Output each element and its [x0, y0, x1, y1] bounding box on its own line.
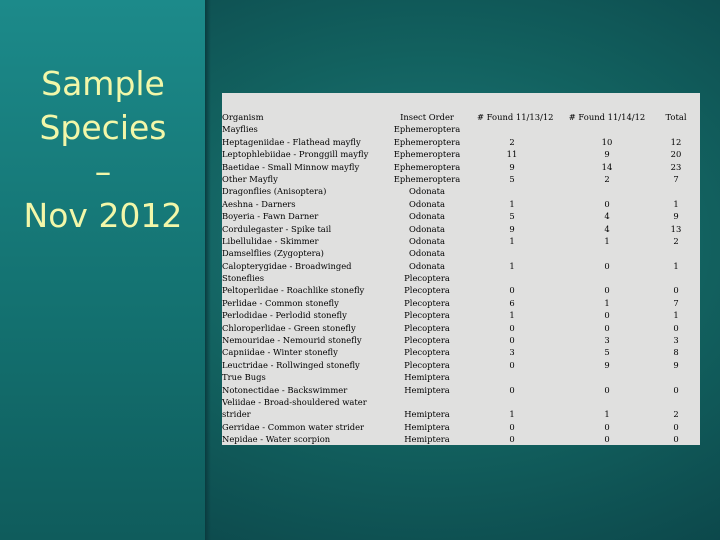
found-1114-cell: 3: [604, 335, 610, 346]
found-1113-cell: 5: [509, 211, 515, 222]
organism-cell: Heptageniidae - Flathead mayfly: [222, 136, 361, 147]
organism-cell: Notonectidae - Backswimmer: [222, 384, 348, 395]
slide-title: [18, 62, 188, 238]
total-cell: 0: [673, 434, 679, 445]
total-cell: 1: [673, 310, 679, 321]
found-1114-cell: 0: [604, 384, 610, 395]
order-cell: Ephemeroptera: [393, 136, 461, 147]
organism-cell: Cordulegaster - Spike tail: [222, 223, 332, 234]
found-1114-cell: 0: [604, 310, 610, 321]
found-1114-cell: 0: [604, 434, 610, 445]
total-cell: [652, 123, 700, 135]
organism-cell: Boyeria - Fawn Darner: [222, 211, 319, 222]
total-cell: 8: [673, 347, 679, 358]
found-1114-cell: [567, 371, 647, 383]
found-1114-column: [567, 111, 647, 446]
order-cell: Plecoptera: [404, 359, 450, 370]
found-1114-cell: 1: [604, 297, 610, 308]
order-cell: Odonata: [408, 223, 445, 234]
organism-cell: Baetidae - Small Minnow mayfly: [222, 161, 360, 172]
found-1113-cell: 1: [509, 198, 515, 209]
found-1113-cell: 1: [509, 409, 515, 420]
found-1114-cell: 2: [604, 173, 610, 184]
order-cell: Hemiptera: [404, 372, 450, 383]
total-cell: 0: [673, 384, 679, 395]
order-cell: Plecoptera: [404, 347, 450, 358]
found-1114-cell: 14: [601, 161, 613, 172]
found-1114-cell: [567, 123, 647, 135]
total-cell: 7: [673, 297, 679, 308]
found-1113-cell: 9: [509, 223, 515, 234]
organism-cell: Gerridae - Common water strider: [222, 421, 365, 432]
found-1113-cell: [477, 247, 547, 259]
total-cell: [652, 185, 700, 197]
organism-cell: Nepidae - Water scorpion: [222, 434, 331, 445]
total-column: [652, 111, 700, 446]
order-cell: Odonata: [408, 235, 445, 246]
organism-cell: Nemouridae - Nemourid stonefly: [222, 335, 362, 346]
found-1113-cell: 0: [509, 421, 515, 432]
header-order: Insect Order: [400, 112, 454, 122]
organism-cell: Aeshna - Darners: [222, 198, 296, 209]
organism-cell: Leuctridae - Rollwinged stonefly: [222, 359, 360, 370]
order-cell: Odonata: [408, 260, 445, 271]
found-1113-cell: 0: [509, 322, 515, 333]
found-1114-cell: 9: [604, 149, 610, 160]
organism-cell: Leptophlebiidae - Pronggill mayfly: [222, 149, 369, 160]
order-cell: Plecoptera: [404, 310, 450, 321]
organism-cell: Perlodidae - Perlodid stonefly: [222, 310, 347, 321]
order-cell: Odonata: [408, 198, 445, 209]
organism-cell: Capniidae - Winter stonefly: [222, 347, 338, 358]
found-1114-cell: 4: [604, 223, 610, 234]
species-table: [222, 93, 700, 445]
total-cell: 20: [670, 149, 682, 160]
total-cell: [652, 371, 700, 383]
found-1114-cell: 0: [604, 322, 610, 333]
found-1114-cell: 0: [604, 285, 610, 296]
total-cell: [652, 272, 700, 284]
organism-cell: Damselflies (Zygoptera): [222, 248, 324, 259]
order-cell: Plecoptera: [404, 322, 450, 333]
total-cell: 9: [673, 359, 679, 370]
found-1113-cell: 1: [509, 260, 515, 271]
title-line: Sample: [41, 64, 165, 103]
found-1113-cell: 0: [509, 434, 515, 445]
found-1113-cell: 5: [509, 173, 515, 184]
total-cell: 0: [673, 322, 679, 333]
found-1113-cell: [477, 123, 547, 135]
organism-cell: Chloroperlidae - Green stonefly: [222, 322, 356, 333]
organism-cell: Dragonflies (Anisoptera): [222, 186, 327, 197]
organism-cell: Other Mayfly: [222, 173, 278, 184]
found-1114-cell: 1: [604, 235, 610, 246]
organism-cell: Peltoperlidae - Roachlike stonefly: [222, 285, 365, 296]
header-found-1114: # Found 11/14/12: [568, 112, 646, 122]
found-1113-cell: 0: [509, 335, 515, 346]
found-1114-cell: 0: [604, 260, 610, 271]
found-1113-cell: 6: [509, 297, 515, 308]
found-1113-cell: 0: [509, 285, 515, 296]
total-cell: 1: [673, 260, 679, 271]
order-cell: Ephemeroptera: [393, 161, 461, 172]
found-1114-cell: [567, 247, 647, 259]
found-1114-cell: [567, 272, 647, 284]
order-cell: Ephemeroptera: [393, 149, 461, 160]
found-1113-cell: [477, 371, 547, 383]
title-line: Nov 2012: [23, 196, 183, 235]
found-1113-cell: 1: [509, 235, 515, 246]
found-1113-cell: 3: [509, 347, 515, 358]
total-cell: 2: [673, 235, 679, 246]
order-cell: Plecoptera: [404, 335, 450, 346]
order-cell: Plecoptera: [404, 297, 450, 308]
found-1114-cell: 4: [604, 211, 610, 222]
order-cell: Hemiptera: [404, 384, 450, 395]
total-cell: [652, 247, 700, 259]
total-cell: 7: [673, 173, 679, 184]
organism-cell: Calopterygidae - Broadwinged: [222, 260, 352, 271]
found-1113-cell: 9: [509, 161, 515, 172]
found-1114-cell: 10: [601, 136, 613, 147]
order-cell: Ephemeroptera: [393, 124, 461, 135]
found-1113-cell: [477, 272, 547, 284]
sidebar-divider: [205, 0, 211, 540]
organism-column: [222, 111, 392, 446]
header-total: Total: [665, 112, 687, 122]
total-cell: 1: [673, 198, 679, 209]
total-cell: 2: [673, 409, 679, 420]
total-cell: 3: [673, 335, 679, 346]
organism-cell: Stoneflies: [222, 273, 265, 284]
order-cell: Odonata: [408, 186, 445, 197]
total-cell: 0: [673, 285, 679, 296]
organism-cell: Veliidae - Broad-shouldered water strider: [222, 396, 367, 420]
found-1113-cell: 11: [506, 149, 518, 160]
title-line: Species: [39, 108, 167, 147]
found-1113-cell: 0: [509, 384, 515, 395]
order-cell: Ephemeroptera: [393, 173, 461, 184]
found-1114-cell: 1: [604, 409, 610, 420]
organism-cell: Mayflies: [222, 124, 258, 135]
order-cell: Hemiptera: [404, 421, 450, 432]
organism-cell: Libellulidae - Skimmer: [222, 235, 319, 246]
found-1113-cell: 0: [509, 359, 515, 370]
found-1114-cell: 5: [604, 347, 610, 358]
order-cell: Plecoptera: [404, 285, 450, 296]
found-1114-cell: 0: [604, 198, 610, 209]
title-line: –: [94, 152, 112, 191]
total-cell: 9: [673, 211, 679, 222]
order-cell: Odonata: [408, 248, 445, 259]
order-cell: Hemiptera: [404, 434, 450, 445]
order-cell: Odonata: [408, 211, 445, 222]
found-1114-cell: 9: [604, 359, 610, 370]
found-1113-cell: 1: [509, 310, 515, 321]
total-cell: 0: [673, 421, 679, 432]
total-cell: 13: [670, 223, 682, 234]
order-column: [387, 111, 467, 446]
header-organism: Organism: [222, 112, 264, 122]
found-1113-cell: [477, 185, 547, 197]
found-1113-column: [477, 111, 554, 446]
total-cell: 12: [670, 136, 682, 147]
found-1114-cell: 0: [604, 421, 610, 432]
found-1114-cell: [567, 185, 647, 197]
order-cell: Plecoptera: [404, 273, 450, 284]
organism-cell: True Bugs: [222, 372, 266, 383]
order-cell: Hemiptera: [404, 409, 450, 420]
found-1113-cell: 2: [509, 136, 515, 147]
total-cell: 23: [670, 161, 682, 172]
organism-cell: Perlidae - Common stonefly: [222, 297, 339, 308]
header-found-1113: # Found 11/13/12: [477, 112, 554, 122]
